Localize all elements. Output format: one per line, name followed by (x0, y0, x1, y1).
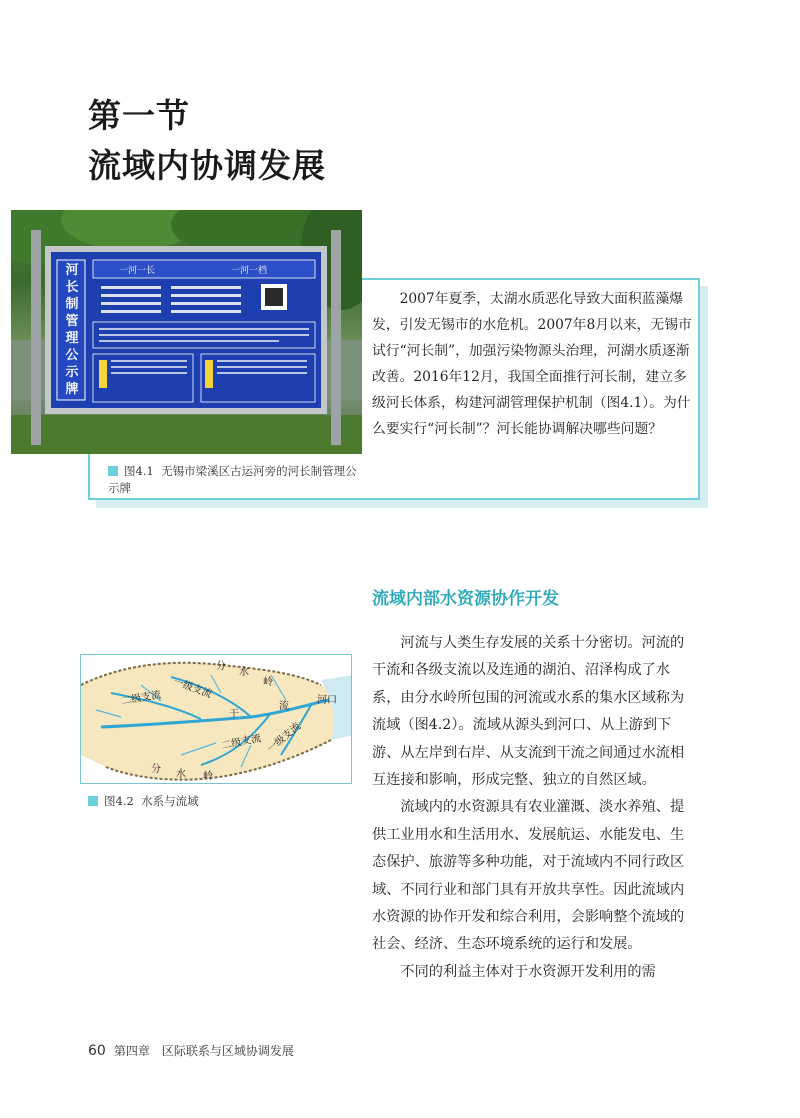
map-label-secondary-2: 二级支流 (220, 732, 263, 752)
figure-label: 图4.2 (104, 794, 134, 808)
map-label-mouth: 河口 (317, 695, 337, 706)
map-label-main-2: 流 (279, 701, 289, 712)
map-label-divide-top-3: 岭 (263, 677, 273, 688)
caption-marker (88, 796, 98, 806)
map-label-divide-bottom-2: 水 (176, 769, 186, 780)
map-label-divide-bottom-3: 岭 (203, 771, 213, 782)
intro-text: 2007年夏季，太湖水质恶化导致大面积蓝藻爆发，引发无锡市的水危机。2007年8月以来，无锡市试行“河长制”，加强污染物源头治理，河湖水质逐渐改善。2016年12月，我国全面推行河长制，建立多级河长体系，构建河湖管理保护机制（图4.1）。为什么要实行“河长制”？河长能协调解决哪些问题？ (372, 291, 692, 437)
subsection-title: 流域内部水资源协作开发 (372, 589, 559, 609)
paragraph-2: 流域内的水资源具有农业灌溉、淡水养殖、提供工业用水和生活用水、发展航运、水能发电、生态保护、旅游等多种功能，对于流域内不同行政区域、不同行业和部门具有开放共享性。因此流域内水资源的协作开发和综合利用，会影响整个流域的社会、经济、生态环境系统的运行和发展。 (372, 799, 685, 953)
paragraph-3: 不同的利益主体对于水资源开发利用的需 (400, 963, 656, 980)
figure-label: 图4.1 (124, 464, 154, 478)
map-label-secondary-1: 二级支流 (120, 689, 162, 708)
map-label-primary-2: 一级支流 (265, 720, 304, 756)
sign-vertical-title: 河长制管理公示牌 (65, 263, 79, 397)
sign-header-left: 一河一长 (119, 266, 156, 276)
section-title: 流域内协调发展 (88, 146, 326, 185)
page-number: 60 (88, 1043, 106, 1059)
map-label-main: 干 (229, 709, 239, 720)
section-number: 第一节 (88, 96, 190, 135)
map-label-divide-bottom-1: 分 (151, 764, 161, 775)
figure-4-1-photo (11, 210, 362, 454)
body-text (372, 630, 696, 986)
figure-4-2-map (80, 654, 352, 784)
figure-4-1-caption (108, 463, 368, 497)
chapter-title: 第四章 区际联系与区域协调发展 (113, 1044, 294, 1058)
figure-4-2-caption (88, 793, 199, 810)
paragraph-1: 河流与人类生存发展的关系十分密切。河流的干流和各级支流以及连通的湖泊、沼泽构成了水系，由分水岭所包围的河流或水系的集水区域称为流域（图4.2）。流域从源头到河口、从上游到下游、从左岸到右岸、从支流到干流之间通过水流相互连接和影响，形成完整、独立的自然区域。 (372, 635, 685, 789)
caption-text: 水系与流域 (141, 794, 199, 808)
caption-text: 无锡市梁溪区古运河旁的河长制管理公示牌 (108, 464, 357, 495)
map-label-primary-1: 一级支流 (171, 676, 213, 701)
caption-marker (108, 466, 118, 476)
map-label-divide-top-2: 水 (239, 667, 249, 678)
page-footer (88, 1042, 294, 1059)
map-label-divide-top-1: 分 (216, 661, 226, 672)
watershed-diagram (81, 655, 352, 784)
sign-header-right: 一河一档 (231, 266, 268, 276)
